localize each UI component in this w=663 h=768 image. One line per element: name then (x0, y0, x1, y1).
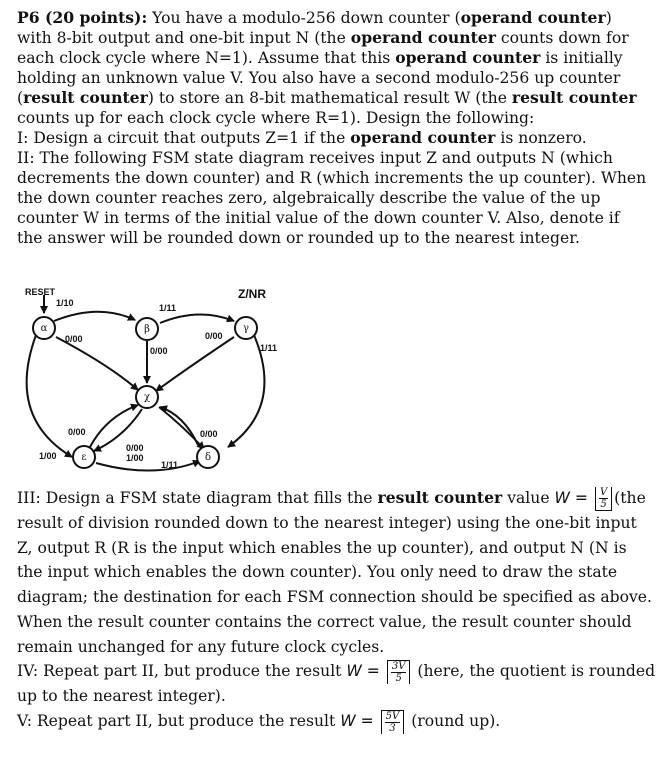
ceil-5v-over-3: $\frac{5V}{3}$ (381, 710, 405, 734)
edge-label-gamma-chi: 0/00 (205, 331, 223, 341)
edge-label-alpha-beta: 1/11 (159, 303, 177, 313)
part-four: IV: Repeat part II, but produce the result W = $\frac{3V}{5}$ (here, the quotient is rounded up to the nearest integer). (17, 661, 656, 706)
part-three: III: Design a FSM state diagram that fills the result counter value W = $\frac{V}{5}$ (the result of division rounded down to the nearest integer) using the one-bit input Z, output R (R is the input which enables the up counter), and output N (N is the input which enables the down counter). You only need to draw the state diagram; the destination for each FSM connection should be specified as above. When the result counter contains the correct value, the result counter should remain unchanged for any future clock cycles. (17, 487, 652, 656)
edge-label-chi-epsilon-a: 0/00 (126, 443, 144, 453)
edge-label-beta-chi: 0/00 (150, 346, 168, 356)
edge-label-chi-delta: 0/00 (200, 429, 218, 439)
state-chi-label: χ (143, 392, 151, 403)
part-one: I: Design a circuit that outputs Z=1 if the operand counter is nonzero. (17, 128, 587, 147)
edge-label-alpha-chi: 0/00 (65, 334, 83, 344)
problem-header: P6 (20 points): (17, 8, 148, 27)
fsm-state-diagram (14, 287, 300, 474)
state-epsilon-label: ε (81, 452, 87, 463)
part-two: II: The following FSM state diagram receives input Z and outputs N (which decrements the down counter) and R (which increments the up counter). When the down counter reaches zero, algebraically describe the value of the up counter W in terms of the initial value of the down counter V. Also, denote if the answer will be rounded down or rounded up to the nearest integer. (17, 149, 647, 247)
state-alpha-label: α (40, 323, 48, 334)
state-delta-label: δ (204, 452, 212, 463)
edge-label-epsilon-chi: 0/00 (68, 427, 86, 437)
ceil-3v-over-5: $\frac{3V}{5}$ (387, 660, 411, 684)
edge-label-chi-epsilon-b: 1/00 (126, 453, 144, 463)
part-five: V: Repeat part II, but produce the result W = $\frac{5V}{3}$ (round up). (17, 710, 501, 734)
edge-label-alpha-epsilon: 1/00 (39, 451, 57, 461)
state-gamma-label: γ (243, 323, 249, 334)
problem-parts-continued (17, 486, 657, 734)
edge-label-gamma-delta: 1/11 (260, 343, 278, 353)
floor-v-over-5: $\frac{V}{5}$ (595, 487, 612, 511)
problem-statement (17, 8, 649, 248)
intro-paragraph: P6 (20 points): You have a modulo-256 down counter (operand counter) with 8-bit output and one-bit input N (the operand counter counts down for each clock cycle where N=1). Assume that this operand counter is initially holding an unknown value V. You also have a second modulo-256 up counter (result counter) to store an 8-bit mathematical result W (the result counter counts up for each clock cycle where R=1). Design the following: (17, 8, 637, 127)
edge-label-epsilon-delta: 1/11 (161, 460, 179, 470)
edge-label-reset: 1/10 (56, 298, 74, 308)
legend-label: Z/NR (238, 287, 266, 301)
state-beta-label: β (144, 324, 150, 335)
reset-label: RESET (25, 287, 56, 297)
